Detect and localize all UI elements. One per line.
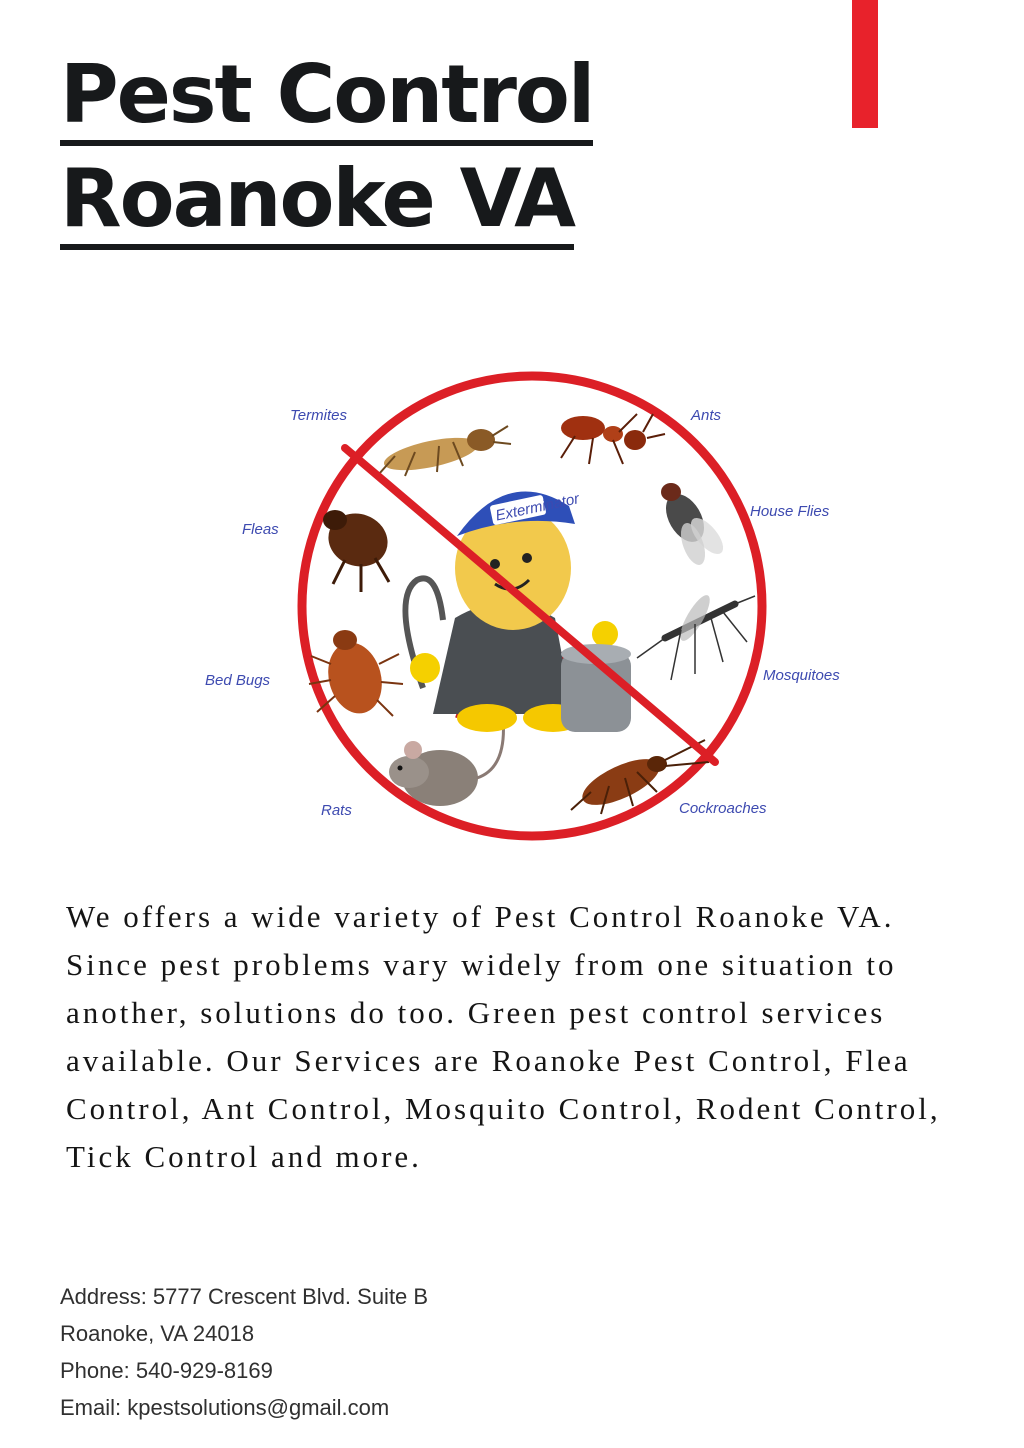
email-address: Email: kpestsolutions@gmail.com — [60, 1395, 390, 1420]
house-fly-icon — [658, 483, 729, 568]
termite-icon — [379, 426, 511, 477]
contact-block — [60, 1278, 660, 1426]
label-house-flies: House Flies — [750, 503, 830, 520]
label-termites: Termites — [290, 407, 347, 424]
ant-icon — [561, 414, 665, 464]
title-line-1: Pest Control — [60, 52, 593, 146]
label-fleas: Fleas — [242, 521, 279, 538]
label-cockroaches: Cockroaches — [679, 800, 767, 817]
address-line-2: Roanoke, VA 24018 — [60, 1321, 255, 1346]
label-rats: Rats — [321, 802, 352, 819]
service-description: We offers a wide variety of Pest Control Roanoke VA. Since pest problems vary widely from one situation to another, solutions do too. Green pest control services available. Our Services are Roanoke Pest Control, Flea Control, Ant Control, Mosquito Control, Rodent Control, Tick Control and more. — [66, 899, 941, 1174]
bed-bug-icon — [309, 630, 403, 720]
mosquito-icon — [637, 591, 755, 680]
flea-icon — [321, 505, 395, 592]
address-line-1: Address: 5777 Crescent Blvd. Suite B — [60, 1284, 429, 1309]
cap-text: Exterminator — [494, 490, 581, 525]
phone-number: Phone: 540-929-8169 — [60, 1358, 273, 1383]
label-mosquitoes: Mosquitoes — [763, 667, 840, 684]
red-accent-bar — [852, 0, 878, 128]
label-bed-bugs: Bed Bugs — [205, 672, 271, 689]
pest-control-illustration — [195, 368, 865, 858]
label-ants: Ants — [691, 407, 722, 424]
title-line-2: Roanoke VA — [60, 156, 574, 250]
page-title — [60, 48, 594, 250]
